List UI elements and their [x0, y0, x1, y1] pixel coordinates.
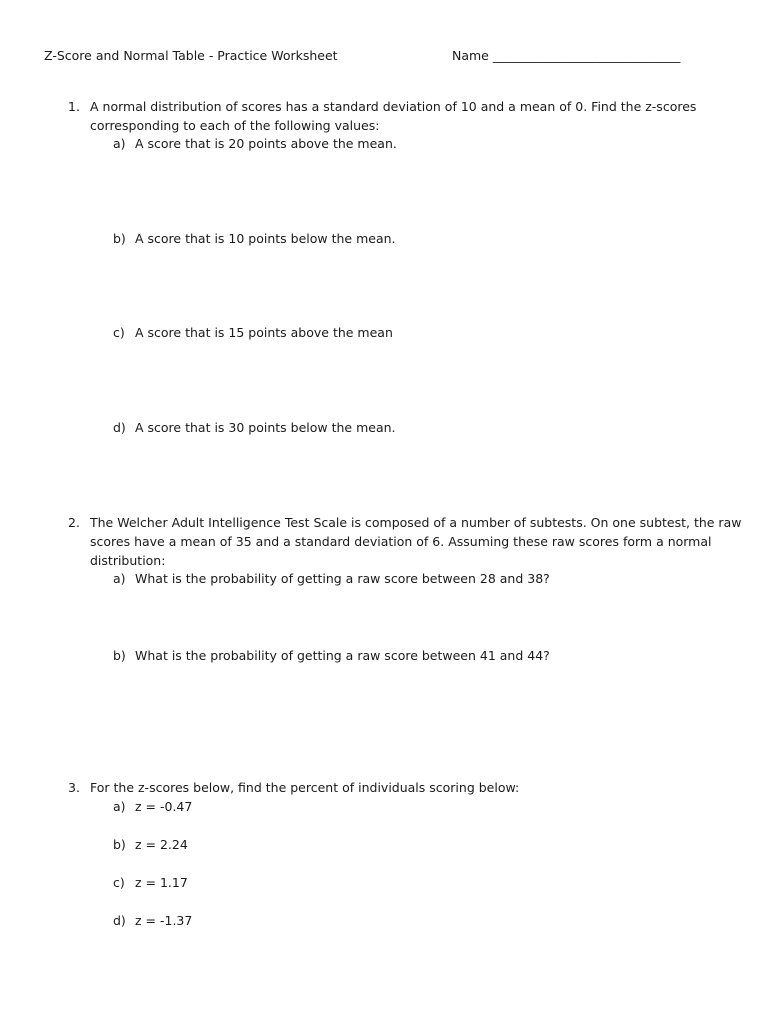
q3-part-d-label: d): [113, 913, 126, 928]
q1-part-d-text: A score that is 30 points below the mean.: [135, 420, 396, 435]
q2-part-b-text: What is the probability of getting a raw score between 41 and 44?: [135, 648, 550, 663]
question-1-number: 1.: [68, 99, 80, 114]
question-2-text-line-1: The Welcher Adult Intelligence Test Scale is composed of a number of subtests. On one subtest, the raw: [90, 515, 742, 530]
question-2-text-line-3: distribution:: [90, 553, 166, 568]
q3-part-c-text: z = 1.17: [135, 875, 188, 890]
q1-part-c-label: c): [113, 325, 125, 340]
q2-part-a-label: a): [113, 571, 126, 586]
q2-part-b-label: b): [113, 648, 126, 663]
question-1-text-line-1: A normal distribution of scores has a standard deviation of 10 and a mean of 0. Find the z-scores: [90, 99, 697, 114]
q1-part-c-text: A score that is 15 points above the mean: [135, 325, 393, 340]
q1-part-b-text: A score that is 10 points below the mean.: [135, 231, 396, 246]
worksheet-title: Z-Score and Normal Table - Practice Worksheet: [44, 48, 338, 63]
q1-part-b-label: b): [113, 231, 126, 246]
q1-part-a-label: a): [113, 136, 126, 151]
q3-part-b-text: z = 2.24: [135, 837, 188, 852]
name-field-label: Name ______________________________: [452, 48, 681, 63]
q1-part-d-label: d): [113, 420, 126, 435]
question-1-text-line-2: corresponding to each of the following values:: [90, 118, 380, 133]
question-3-text-line-1: For the z-scores below, find the percent of individuals scoring below:: [90, 780, 520, 795]
question-2-text-line-2: scores have a mean of 35 and a standard deviation of 6. Assuming these raw scores form a normal: [90, 534, 712, 549]
q3-part-a-text: z = -0.47: [135, 799, 193, 814]
q2-part-a-text: What is the probability of getting a raw score between 28 and 38?: [135, 571, 550, 586]
q3-part-b-label: b): [113, 837, 126, 852]
question-2-number: 2.: [68, 515, 80, 530]
q3-part-d-text: z = -1.37: [135, 913, 193, 928]
q3-part-c-label: c): [113, 875, 125, 890]
q3-part-a-label: a): [113, 799, 126, 814]
question-3-number: 3.: [68, 780, 80, 795]
q1-part-a-text: A score that is 20 points above the mean.: [135, 136, 397, 151]
